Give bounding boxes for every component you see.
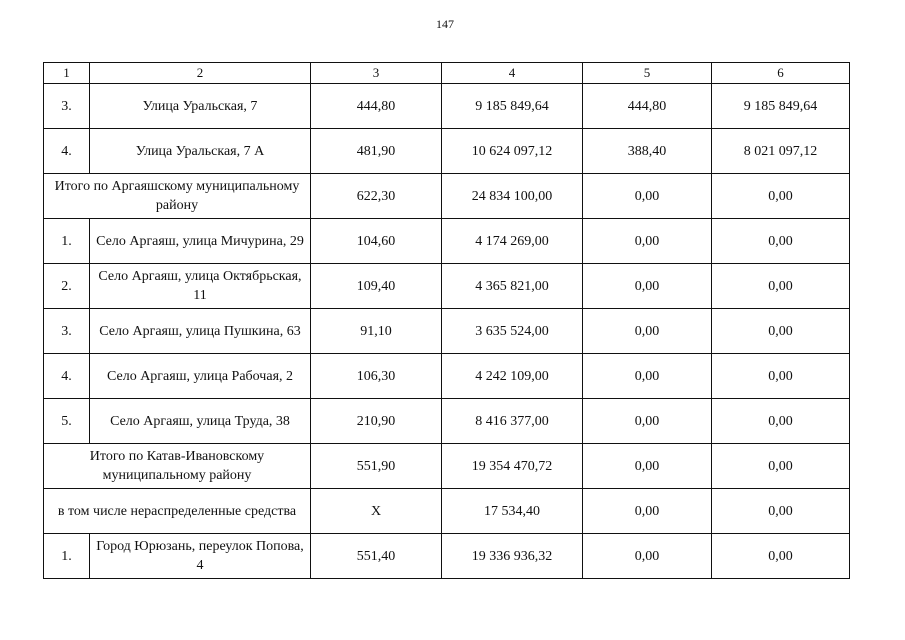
address-cell: Улица Уральская, 7 А xyxy=(90,129,311,174)
address-cell: Село Аргаяш, улица Рабочая, 2 xyxy=(90,354,311,399)
col5-cell: 0,00 xyxy=(583,219,712,264)
col5-cell: 0,00 xyxy=(583,174,712,219)
table-row xyxy=(44,264,850,309)
col6-cell: 0,00 xyxy=(712,399,850,444)
area-cell: Х xyxy=(311,489,442,534)
row-number: 2. xyxy=(44,264,90,309)
header-cell: 5 xyxy=(583,63,712,84)
col6-cell: 0,00 xyxy=(712,309,850,354)
total-row xyxy=(44,174,850,219)
cost-cell: 19 336 936,32 xyxy=(442,534,583,579)
address-cell: Село Аргаяш, улица Труда, 38 xyxy=(90,399,311,444)
area-cell: 444,80 xyxy=(311,84,442,129)
subtotal-row xyxy=(44,489,850,534)
col6-cell: 9 185 849,64 xyxy=(712,84,850,129)
subtotal-label: в том числе нераспределенные средства xyxy=(44,489,311,534)
col5-cell: 0,00 xyxy=(583,489,712,534)
col5-cell: 0,00 xyxy=(583,399,712,444)
col5-cell: 0,00 xyxy=(583,309,712,354)
area-cell: 551,40 xyxy=(311,534,442,579)
cost-cell: 8 416 377,00 xyxy=(442,399,583,444)
address-cell: Село Аргаяш, улица Октябрьская, 11 xyxy=(90,264,311,309)
col6-cell: 0,00 xyxy=(712,444,850,489)
table-row xyxy=(44,399,850,444)
col6-cell: 0,00 xyxy=(712,489,850,534)
col5-cell: 388,40 xyxy=(583,129,712,174)
cost-cell: 19 354 470,72 xyxy=(442,444,583,489)
col5-cell: 0,00 xyxy=(583,264,712,309)
cost-cell: 4 174 269,00 xyxy=(442,219,583,264)
header-row xyxy=(44,63,850,84)
header-cell: 3 xyxy=(311,63,442,84)
row-number: 1. xyxy=(44,219,90,264)
col6-cell: 0,00 xyxy=(712,174,850,219)
area-cell: 622,30 xyxy=(311,174,442,219)
cost-cell: 4 365 821,00 xyxy=(442,264,583,309)
col6-cell: 0,00 xyxy=(712,264,850,309)
col6-cell: 8 021 097,12 xyxy=(712,129,850,174)
row-number: 4. xyxy=(44,129,90,174)
area-cell: 109,40 xyxy=(311,264,442,309)
row-number: 3. xyxy=(44,309,90,354)
col5-cell: 0,00 xyxy=(583,534,712,579)
header-cell: 1 xyxy=(44,63,90,84)
address-cell: Улица Уральская, 7 xyxy=(90,84,311,129)
table-row xyxy=(44,129,850,174)
row-number: 5. xyxy=(44,399,90,444)
cost-cell: 9 185 849,64 xyxy=(442,84,583,129)
page-number: 147 xyxy=(436,17,454,31)
area-cell: 551,90 xyxy=(311,444,442,489)
row-number: 4. xyxy=(44,354,90,399)
row-number: 3. xyxy=(44,84,90,129)
cost-cell: 10 624 097,12 xyxy=(442,129,583,174)
col6-cell: 0,00 xyxy=(712,219,850,264)
col6-cell: 0,00 xyxy=(712,354,850,399)
address-cell: Село Аргаяш, улица Пушкина, 63 xyxy=(90,309,311,354)
area-cell: 104,60 xyxy=(311,219,442,264)
col6-cell: 0,00 xyxy=(712,534,850,579)
total-label: Итого по Аргаяшскому муниципальному району xyxy=(44,174,311,219)
header-cell: 2 xyxy=(90,63,311,84)
col5-cell: 0,00 xyxy=(583,354,712,399)
cost-cell: 17 534,40 xyxy=(442,489,583,534)
area-cell: 210,90 xyxy=(311,399,442,444)
address-cell: Село Аргаяш, улица Мичурина, 29 xyxy=(90,219,311,264)
cost-cell: 3 635 524,00 xyxy=(442,309,583,354)
area-cell: 91,10 xyxy=(311,309,442,354)
table-row xyxy=(44,534,850,579)
cost-cell: 24 834 100,00 xyxy=(442,174,583,219)
cost-cell: 4 242 109,00 xyxy=(442,354,583,399)
header-cell: 4 xyxy=(442,63,583,84)
row-number: 1. xyxy=(44,534,90,579)
table-row xyxy=(44,354,850,399)
table-row xyxy=(44,84,850,129)
table-row xyxy=(44,309,850,354)
header-cell: 6 xyxy=(712,63,850,84)
total-label: Итого по Катав-Ивановскому муниципальному району xyxy=(44,444,311,489)
area-cell: 106,30 xyxy=(311,354,442,399)
address-cell: Город Юрюзань, переулок Попова, 4 xyxy=(90,534,311,579)
area-cell: 481,90 xyxy=(311,129,442,174)
total-row xyxy=(44,444,850,489)
col5-cell: 444,80 xyxy=(583,84,712,129)
data-table xyxy=(43,62,850,579)
table-row xyxy=(44,219,850,264)
col5-cell: 0,00 xyxy=(583,444,712,489)
